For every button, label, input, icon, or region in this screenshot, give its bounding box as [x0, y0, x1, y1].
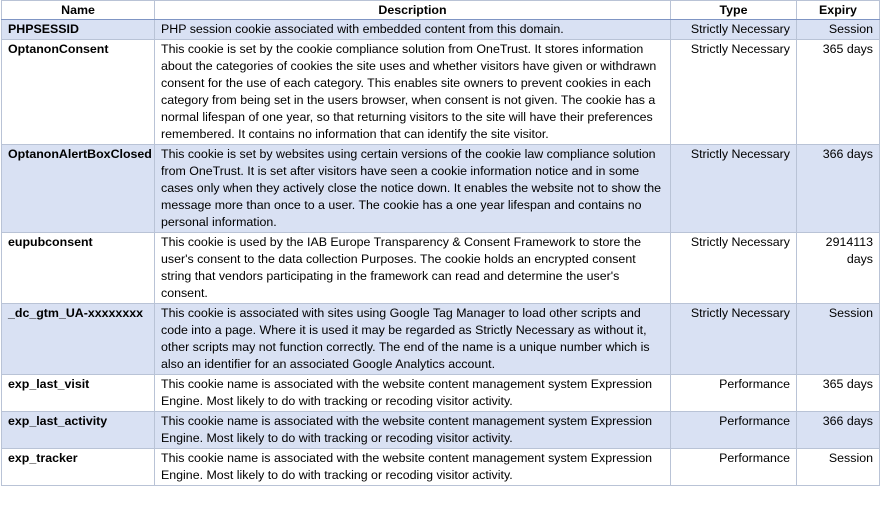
cookie-table [1, 0, 880, 486]
table-row [2, 145, 880, 233]
table-row [2, 233, 880, 304]
table-body [2, 20, 880, 486]
cookie-description: This cookie is set by the cookie compliance solution from OneTrust. It stores information about the categories of cookies the site uses and whether visitors have given or withdrawn consent for the use of each category. This enables site owners to prevent cookies in each category from being set in the users browser, when consent is not given. The cookie has a normal lifespan of one year, so that returning visitors to the site will have their preferences remembered. It contains no information that can identify the site visitor. [155, 40, 671, 145]
cookie-expiry: 366 days [797, 412, 880, 449]
cookie-type: Performance [671, 449, 797, 486]
cookie-expiry: 365 days [797, 375, 880, 412]
cookie-description: This cookie is associated with sites using Google Tag Manager to load other scripts and code into a page. Where it is used it may be regarded as Strictly Necessary as without it, other scripts may not function correctly. The end of the name is a unique number which is also an identifier for an associated Google Analytics account. [155, 304, 671, 375]
header-name: Name [2, 1, 155, 20]
table-row [2, 375, 880, 412]
cookie-type: Performance [671, 412, 797, 449]
cookie-description: This cookie is used by the IAB Europe Transparency & Consent Framework to store the user's consent to the data collection Purposes. The cookie holds an encrypted consent string that vendors participating in the framework can read and determine the user's consent. [155, 233, 671, 304]
cookie-name: OptanonConsent [2, 40, 155, 145]
cookie-name: exp_last_activity [2, 412, 155, 449]
cookie-name: exp_last_visit [2, 375, 155, 412]
cookie-expiry: Session [797, 304, 880, 375]
header-row [2, 1, 880, 20]
cookie-expiry: Session [797, 20, 880, 40]
header-description: Description [155, 1, 671, 20]
header-type: Type [671, 1, 797, 20]
cookie-description: This cookie name is associated with the website content management system Expression Engine. Most likely to do with tracking or recoding visitor activity. [155, 449, 671, 486]
cookie-type: Strictly Necessary [671, 304, 797, 375]
cookie-type: Strictly Necessary [671, 145, 797, 233]
table-row [2, 412, 880, 449]
table-row [2, 449, 880, 486]
header-expiry: Expiry [797, 1, 880, 20]
table-row [2, 20, 880, 40]
cookie-name: _dc_gtm_UA-xxxxxxxx [2, 304, 155, 375]
cookie-expiry: Session [797, 449, 880, 486]
table-header [2, 1, 880, 20]
cookie-description: PHP session cookie associated with embedded content from this domain. [155, 20, 671, 40]
cookie-type: Strictly Necessary [671, 20, 797, 40]
table-row [2, 40, 880, 145]
cookie-expiry: 365 days [797, 40, 880, 145]
cookie-type: Strictly Necessary [671, 40, 797, 145]
cookie-description: This cookie name is associated with the website content management system Expression Engine. Most likely to do with tracking or recoding visitor activity. [155, 412, 671, 449]
cookie-type: Strictly Necessary [671, 233, 797, 304]
cookie-expiry: 366 days [797, 145, 880, 233]
cookie-description: This cookie name is associated with the website content management system Expression Engine. Most likely to do with tracking or recoding visitor activity. [155, 375, 671, 412]
cookie-name: exp_tracker [2, 449, 155, 486]
cookie-type: Performance [671, 375, 797, 412]
cookie-name: PHPSESSID [2, 20, 155, 40]
cookie-description: This cookie is set by websites using certain versions of the cookie law compliance solution from OneTrust. It is set after visitors have seen a cookie information notice and in some cases only when they actively close the notice down. It enables the website not to show the message more than once to a user. The cookie has a one year lifespan and contains no personal information. [155, 145, 671, 233]
table-row [2, 304, 880, 375]
cookie-name: OptanonAlertBoxClosed [2, 145, 155, 233]
cookie-name: eupubconsent [2, 233, 155, 304]
cookie-expiry: 2914113 days [797, 233, 880, 304]
